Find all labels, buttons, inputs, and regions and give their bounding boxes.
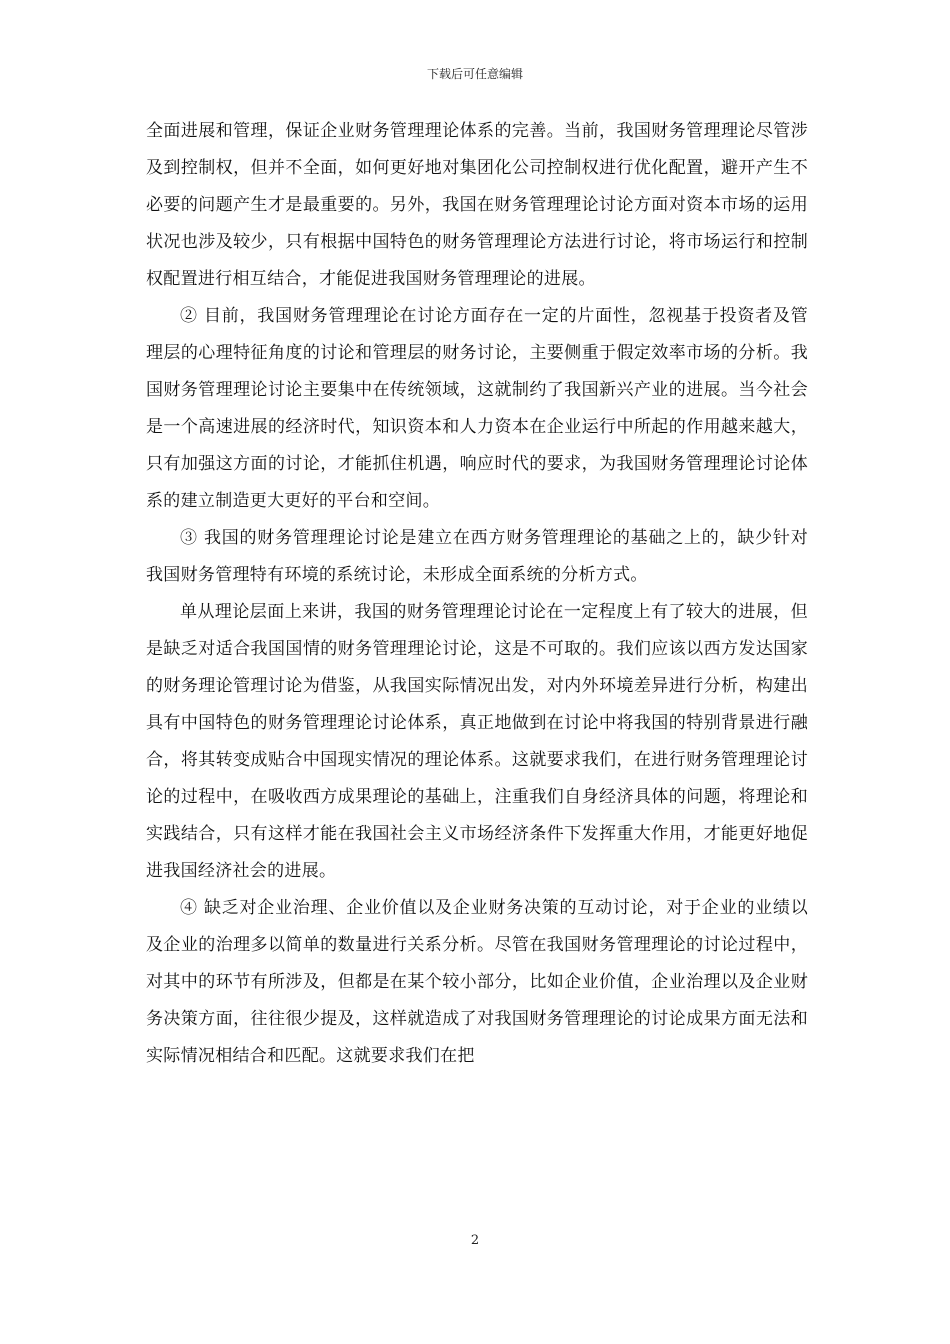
paragraph-point-2: ② 目前，我国财务管理理论在讨论方面存在一定的片面性，忽视基于投资者及管理层的心理特征角度的讨论和管理层的财务讨论，主要侧重于假定效率市场的分析。我国财务管理理论讨论主要集中在传统领域，这就制约了我国新兴产业的进展。当今社会是一个高速进展的经济时代，知识资本和人力资本在企业运行中所起的作用越来越大，只有加强这方面的讨论，才能抓住机遇，响应时代的要求，为我国财务管理理论讨论体系的建立制造更大更好的平台和空间。: [146, 306, 808, 511]
paragraph-point-3: ③ 我国的财务管理理论讨论是建立在西方财务管理理论的基础之上的，缺少针对我国财务管理特有环境的系统讨论，未形成全面系统的分析方式。: [146, 528, 808, 585]
paragraph-theory-level: 单从理论层面上来讲，我国的财务管理理论讨论在一定程度上有了较大的进展，但是缺乏对适合我国国情的财务管理理论讨论，这是不可取的。我们应该以西方发达国家的财务理论管理讨论为借鉴，从我国实际情况出发，对内外环境差异进行分析，构建出具有中国特色的财务管理理论讨论体系，真正地做到在讨论中将我国的特别背景进行融合，将其转变成贴合中国现实情况的理论体系。这就要求我们，在进行财务管理理论讨论的过程中，在吸收西方成果理论的基础上，注重我们自身经济具体的问题，将理论和实践结合，只有这样才能在我国社会主义市场经济条件下发挥重大作用，才能更好地促进我国经济社会的进展。: [146, 602, 808, 881]
paragraph-point-4: ④ 缺乏对企业治理、企业价值以及企业财务决策的互动讨论，对于企业的业绩以及企业的治理多以简单的数量进行关系分析。尽管在我国财务管理理论的讨论过程中，对其中的环节有所涉及，但都是在某个较小部分，比如企业价值，企业治理以及企业财务决策方面，往往很少提及，这样就造成了对我国财务管理理论的讨论成果方面无法和实际情况相结合和匹配。这就要求我们在把: [146, 898, 808, 1066]
document-body: [146, 113, 808, 1075]
page-header: 下载后可任意编辑: [426, 67, 523, 81]
paragraph-continuation: 全面进展和管理，保证企业财务管理理论体系的完善。当前，我国财务管理理论尽管涉及到控制权，但并不全面，如何更好地对集团化公司控制权进行优化配置，避开产生不必要的问题产生才是最重要的。另外，我国在财务管理理论讨论方面对资本市场的运用状况也涉及较少，只有根据中国特色的财务管理理论方法进行讨论，将市场运行和控制权配置进行相互结合，才能促进我国财务管理理论的进展。: [146, 121, 808, 289]
page-number: 2: [470, 1233, 480, 1248]
